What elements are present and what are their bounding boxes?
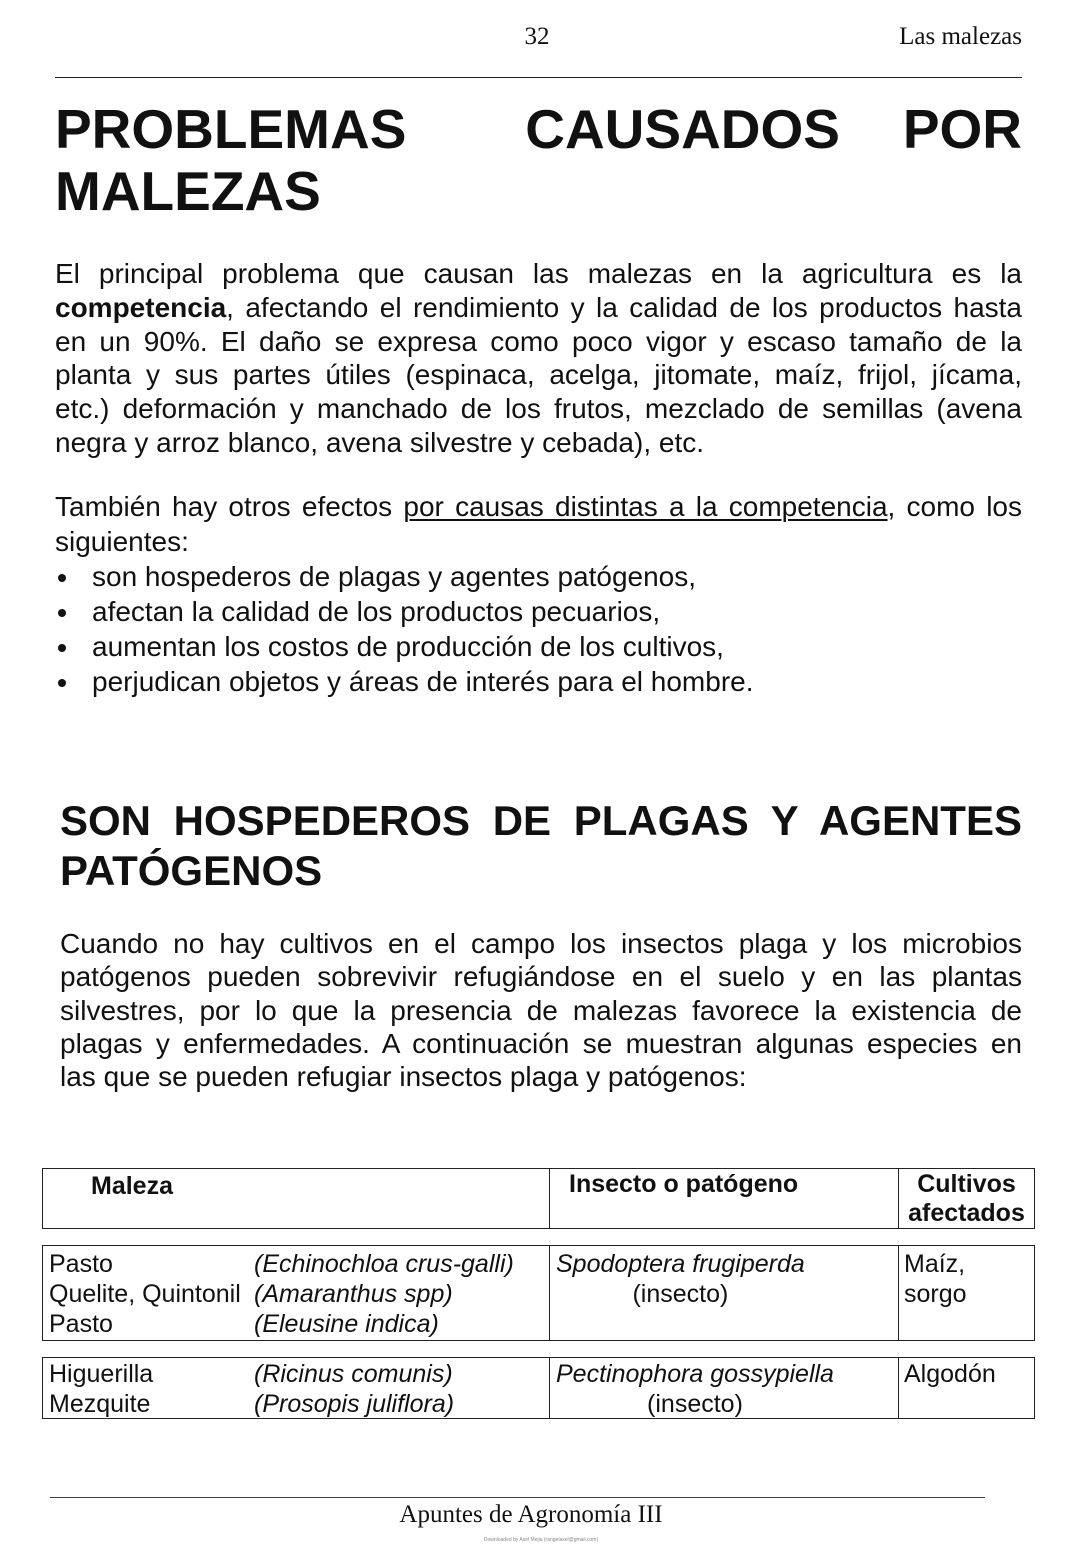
pest-entry: [556, 1359, 834, 1419]
underlined-text: por causas distintas a la competencia: [403, 491, 888, 522]
list-item-text: afectan la calidad de los productos pecuarios,: [92, 596, 661, 627]
intro-paragraph: [55, 257, 1022, 460]
weed-scientific-name: (Prosopis juliflora): [254, 1390, 455, 1418]
footer-book-title: Apuntes de Agronomía III: [399, 1501, 663, 1528]
section-heading-line-2: PATÓGENOS: [60, 847, 323, 894]
weed-entry: [49, 1309, 549, 1339]
section-heading: [60, 796, 1022, 896]
paragraph-line: en un 90%. El daño se expresa como poco vigor y escaso tamaño de la: [55, 325, 1022, 357]
bullet-icon: [58, 679, 66, 687]
list-item-text: aumentan los costos de producción de los cultivos,: [92, 631, 724, 662]
pest-cell: [549, 1246, 898, 1340]
paragraph-line: plagas y enfermedades. A continuación se muestran algunas especies en: [60, 1027, 1022, 1059]
weed-scientific-name: (Eleusine indica): [254, 1310, 439, 1338]
pest-cell: [549, 1358, 898, 1419]
header-divider: [55, 77, 1022, 78]
pest-name: Pectinophora gossypiella: [556, 1360, 834, 1388]
section-heading-line-1: SON HOSPEDEROS DE PLAGAS Y AGENTES: [60, 797, 1022, 844]
header-cell-crops-line: Cultivos: [917, 1170, 1016, 1198]
weed-entry: [49, 1249, 549, 1279]
bullet-icon: [58, 574, 66, 582]
list-item-text: son hospederos de plagas y agentes patógenos,: [92, 561, 697, 592]
pest-type: (insecto): [632, 1280, 729, 1308]
list-item: [55, 559, 1022, 594]
crop-name: Algodón: [904, 1360, 996, 1388]
download-watermark: Downloaded by Axel Mejia (rangelaxel@gmail.com): [483, 1537, 599, 1543]
page-title-line-1: [55, 98, 1022, 160]
page-title-line-2: MALEZAS: [55, 160, 321, 222]
weed-common-name: Pasto: [49, 1310, 113, 1338]
running-title: Las malezas: [899, 23, 1022, 50]
weed-cell: [43, 1246, 549, 1340]
table-row: [42, 1357, 1035, 1419]
weed-common-name: Higuerilla: [49, 1360, 154, 1388]
paragraph-text: , como los: [887, 491, 1022, 522]
effects-paragraph: [55, 489, 1022, 699]
paragraph-line: siguientes:: [55, 526, 189, 557]
pest-type: (insecto): [647, 1390, 743, 1418]
paragraph-line: negra y arroz blanco, avena silvestre y cebada), etc.: [55, 426, 705, 458]
paragraph-line: El principal problema que causan las malezas en la agricultura es la: [55, 258, 1022, 289]
hosts-paragraph: [60, 927, 1022, 1093]
bold-term: competencia: [55, 291, 227, 323]
header-cell-weed: Maleza: [91, 1172, 173, 1200]
crop-name: Maíz,: [904, 1250, 966, 1278]
paragraph-line: Cuando no hay cultivos en el campo los insectos plaga y los microbios: [60, 928, 1022, 959]
weed-entry: [49, 1389, 549, 1419]
paragraph-line: las que se pueden refugiar insectos plaga y patógenos:: [60, 1061, 747, 1093]
crop-name: sorgo: [904, 1280, 967, 1308]
header-cell-crops-line: afectados: [908, 1199, 1025, 1227]
table-header-row: [42, 1168, 1035, 1229]
list-item-text: perjudican objetos y áreas de interés para el hombre.: [92, 666, 754, 697]
list-item: [55, 664, 1022, 699]
page-title: [55, 98, 1022, 222]
pest-name: Spodoptera frugiperda: [556, 1250, 805, 1278]
crops-cell: [898, 1246, 1034, 1340]
paragraph-line: planta y sus partes útiles (espinaca, acelga, jitomate, maíz, frijol, jícama,: [55, 359, 1022, 391]
weed-entry: [49, 1359, 549, 1389]
header-cell-pest: Insecto o patógeno: [549, 1169, 898, 1228]
header-cell-crops: [898, 1169, 1034, 1228]
page-title-word: CAUSADOS: [525, 98, 840, 160]
weed-entry: [49, 1279, 549, 1309]
list-item: [55, 594, 1022, 629]
table-row: [42, 1245, 1035, 1341]
list-item: [55, 629, 1022, 664]
weed-scientific-name: (Echinochloa crus-galli): [254, 1250, 514, 1278]
weed-scientific-name: (Ricinus comunis): [254, 1360, 453, 1388]
paragraph-line: silvestres, por lo que la presencia de malezas favorece la existencia de: [60, 994, 1022, 1026]
page-title-word: POR: [902, 98, 1022, 160]
footer-divider: [50, 1497, 985, 1498]
paragraph-line: [55, 291, 1022, 325]
page-title-word: PROBLEMAS: [55, 98, 407, 160]
paragraph-line: etc.) deformación y manchado de los frutos, mezclado de semillas (avena: [55, 393, 1022, 425]
bullet-icon: [58, 644, 66, 652]
bullet-icon: [58, 609, 66, 617]
weed-common-name: Quelite, Quintonil: [49, 1280, 241, 1308]
weed-cell: [43, 1358, 549, 1419]
pest-entry: [556, 1249, 805, 1309]
crops-cell: [898, 1358, 1034, 1419]
paragraph-line: [55, 489, 1022, 524]
weed-common-name: Pasto: [49, 1250, 113, 1278]
weed-scientific-name: (Amaranthus spp): [254, 1280, 453, 1308]
paragraph-text: , afectando el rendimiento y la calidad de los productos hasta: [226, 291, 1022, 323]
paragraph-text: También hay otros efectos: [55, 491, 404, 522]
paragraph-line: patógenos pueden sobrevivir refugiándose en el suelo y en las plantas: [60, 961, 1022, 993]
weed-common-name: Mezquite: [49, 1390, 151, 1418]
page-number: 32: [524, 23, 550, 50]
